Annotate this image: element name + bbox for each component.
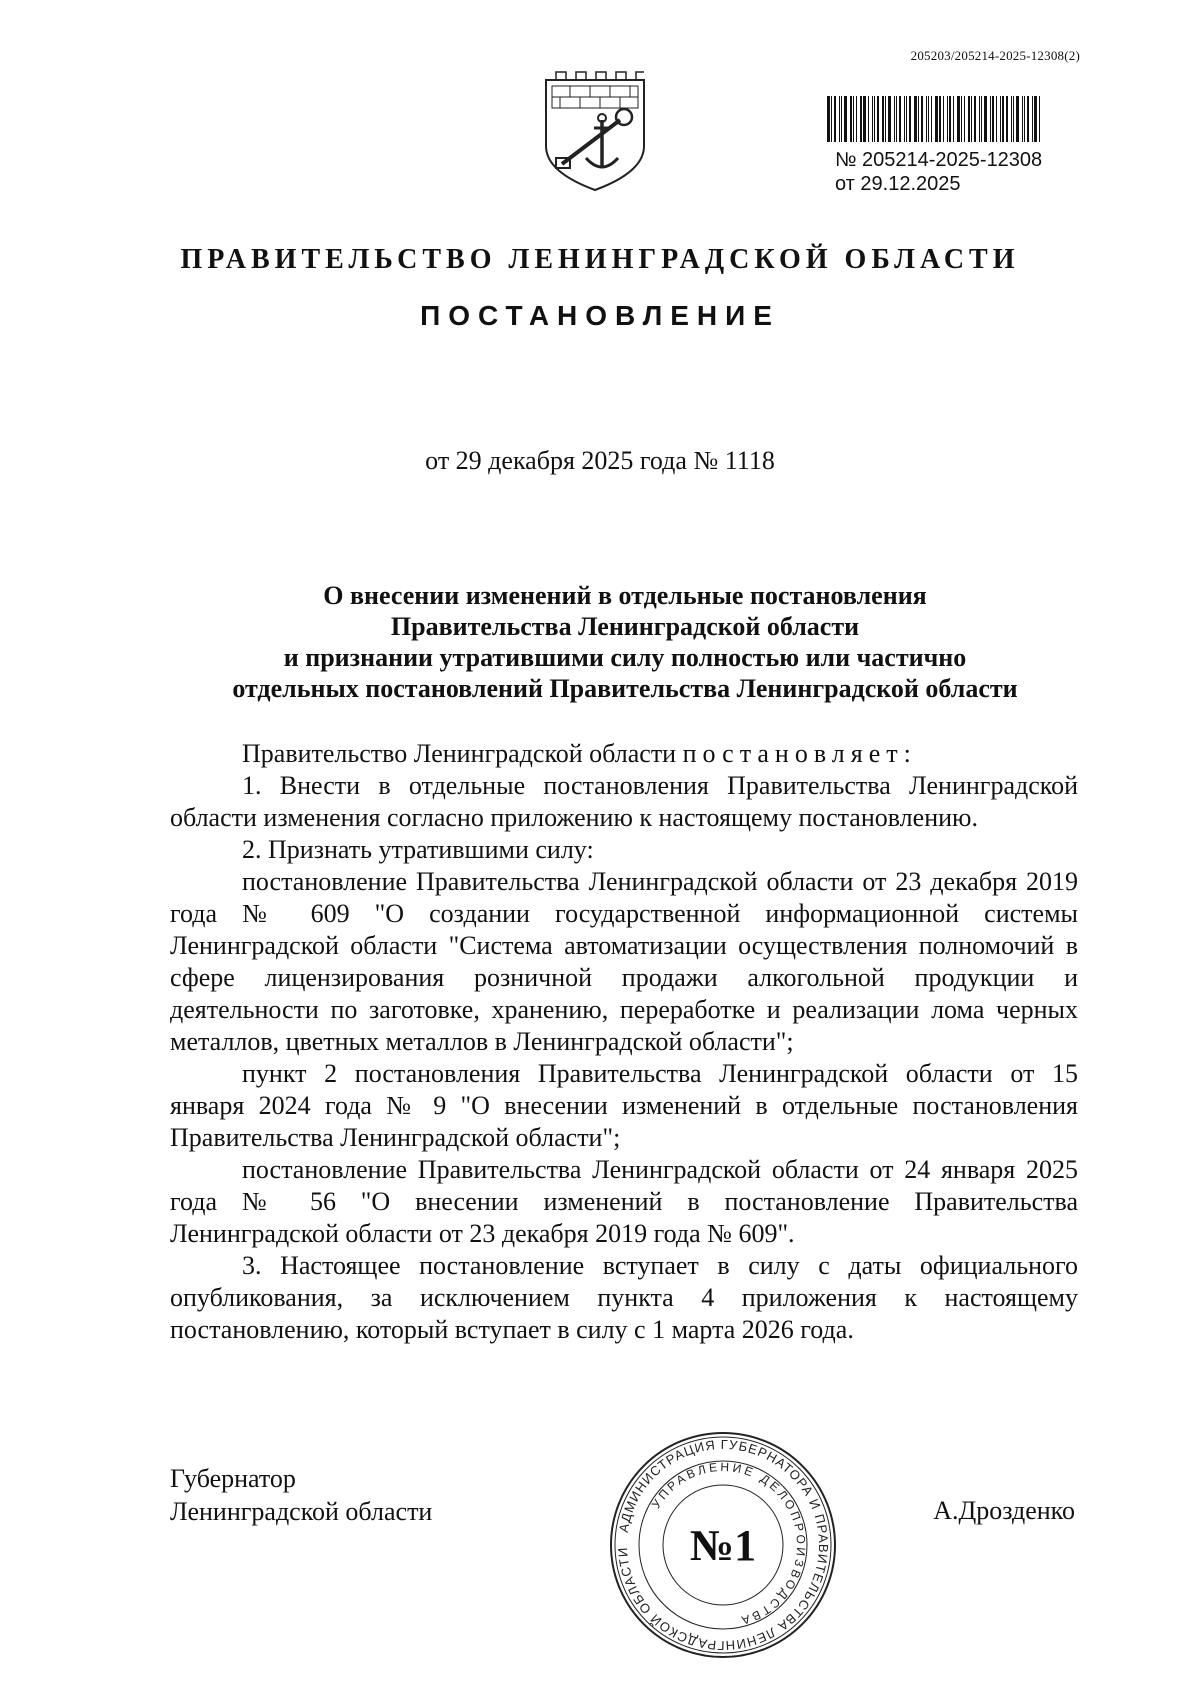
preamble — [170, 738, 1078, 770]
barcode-bar — [894, 96, 895, 142]
document-type: ПОСТАНОВЛЕНИЕ — [420, 300, 780, 331]
barcode-bar — [882, 96, 884, 142]
barcode-bar — [888, 96, 891, 142]
barcode-bar — [926, 96, 927, 142]
barcode-bar — [844, 96, 847, 142]
barcode-bar — [863, 96, 866, 142]
barcode-bar — [949, 96, 951, 142]
barcode-bar — [841, 96, 842, 142]
item-3: 3. Настоящее постановление вступает в силу с даты официального опубликования, за исключением пункта 4 приложения к настоящему постановлению, который вступает в силу с 1 марта 2026 года. — [170, 1251, 1078, 1344]
barcode-bar — [856, 96, 857, 142]
stamp-outer-text: АДМИНИСТРАЦИЯ ГУБЕРНАТОРА И ПРАВИТЕЛЬСТВА ЛЕНИНГРАДСКОЙ ОБЛАСТИ — [614, 1436, 832, 1654]
barcode-bar — [850, 96, 852, 142]
barcode-bar — [984, 96, 987, 142]
barcode-bar — [935, 96, 938, 142]
barcode-bar — [904, 96, 905, 142]
barcode-bar — [953, 96, 954, 142]
stamp-number: №1 — [689, 1521, 757, 1570]
barcode-bar — [896, 96, 897, 142]
government-title: ПРАВИТЕЛЬСТВО ЛЕНИНГРАДСКОЙ ОБЛАСТИ — [180, 244, 1020, 275]
barcode-bar — [971, 96, 972, 142]
item-2: 2. Признать утратившими силу: — [242, 835, 594, 864]
barcode-bar — [914, 96, 917, 142]
barcode-bar — [1016, 96, 1019, 142]
barcode-bar — [939, 96, 941, 142]
barcode-bar — [957, 96, 960, 142]
barcode-bar — [909, 96, 911, 142]
barcode-bar — [1022, 96, 1023, 142]
signer-position — [170, 1462, 432, 1528]
preamble-verb: постановляет: — [682, 739, 917, 768]
subject-line: и признании утратившими силу полностью или частично — [283, 643, 967, 672]
barcode-bar — [872, 96, 873, 142]
barcode-bar — [874, 96, 875, 142]
document-code: 205203/205214-2025-12308(2) — [910, 48, 1080, 63]
signer-name: А.Дрозденко — [933, 1496, 1075, 1525]
registration-date: от 29.12.2025 — [835, 173, 961, 195]
barcode-bar — [1039, 96, 1040, 142]
barcode-bar — [961, 96, 962, 142]
barcode-bar — [921, 96, 923, 142]
barcode-bar — [1006, 96, 1008, 142]
barcode-bar — [979, 96, 980, 142]
barcode-bar — [947, 96, 948, 142]
barcode-bar — [885, 96, 886, 142]
leningrad-oblast-coat-of-arms-icon — [540, 68, 650, 194]
subject-line: О внесении изменений в отдельные постановления — [323, 581, 927, 610]
document-subject — [180, 580, 1070, 704]
barcode-bar — [992, 96, 994, 142]
barcode-bar — [827, 96, 830, 142]
barcode-bar — [853, 96, 854, 142]
barcode-bar — [964, 96, 965, 142]
registration-info — [835, 148, 1042, 196]
signer-position-line: Ленинградской области — [170, 1497, 433, 1526]
document-date-number: от 29 декабря 2025 года № 1118 — [425, 446, 775, 475]
subject-line: Правительства Ленинградской области — [390, 612, 860, 641]
barcode-icon — [827, 96, 1077, 142]
barcode-bar — [1024, 96, 1025, 142]
signer-position-line: Губернатор — [170, 1464, 296, 1493]
item-1: 1. Внести в отдельные постановления Правительства Ленинградской области изменения согласно приложению к настоящему постановлению. — [170, 771, 1078, 832]
barcode-bar — [1027, 96, 1029, 142]
barcode-bar — [943, 96, 944, 142]
barcode-bar — [899, 96, 901, 142]
barcode-bar — [931, 96, 932, 142]
barcode-bar — [990, 96, 991, 142]
barcode-bar — [981, 96, 982, 142]
barcode-bar — [928, 96, 929, 142]
barcode-bar — [1000, 96, 1001, 142]
barcode-bar — [906, 96, 907, 142]
barcode-bar — [1011, 96, 1012, 142]
barcode-bar — [996, 96, 997, 142]
barcode-bar — [968, 96, 970, 142]
registration-number: № 205214-2025-12308 — [835, 149, 1043, 171]
barcode-bar — [974, 96, 976, 142]
official-stamp-icon — [608, 1430, 838, 1660]
barcode-bar — [860, 96, 862, 142]
item-2-b: пункт 2 постановления Правительства Ленинградской области от 15 января 2024 года № 9 "О внесении изменений в отдельные постановления Правительства Ленинградской области"; — [170, 1059, 1078, 1152]
subject-line: отдельных постановлений Правительства Ленинградской области — [232, 674, 1018, 703]
barcode-bar — [868, 96, 869, 142]
barcode-bar — [877, 96, 879, 142]
preamble-lead: Правительство Ленинградской области — [242, 739, 677, 768]
barcode-bar — [831, 96, 832, 142]
barcode-bar — [1002, 96, 1004, 142]
document-body — [170, 738, 1078, 1346]
barcode-bar — [1013, 96, 1014, 142]
item-2-c: постановление Правительства Ленинградской области от 24 января 2025 года № 56 "О внесении изменений в постановление Правительства Ленинградской области от 23 декабря 2019 года № 609". — [170, 1155, 1078, 1248]
barcode-bar — [918, 96, 919, 142]
barcode-bar — [1032, 96, 1033, 142]
stamp-inner-text: УПРАВЛЕНИЕ ДЕЛОПРОИЗВОДСТВА — [648, 1459, 809, 1629]
barcode-bar — [839, 96, 840, 142]
item-2-a: постановление Правительства Ленинградской области от 23 декабря 2019 года № 609 "О создании государственной информационной системы Ленинградской области "Система автоматизации осуществления полномочий в сфере лицензирования розничной продажи алкогольной продукции и деятельности по заготовке, хранению, переработке и реализации лома черных металлов, цветных металлов в Ленинградской области"; — [170, 867, 1078, 1056]
barcode-bar — [834, 96, 836, 142]
barcode-bar — [1034, 96, 1037, 142]
